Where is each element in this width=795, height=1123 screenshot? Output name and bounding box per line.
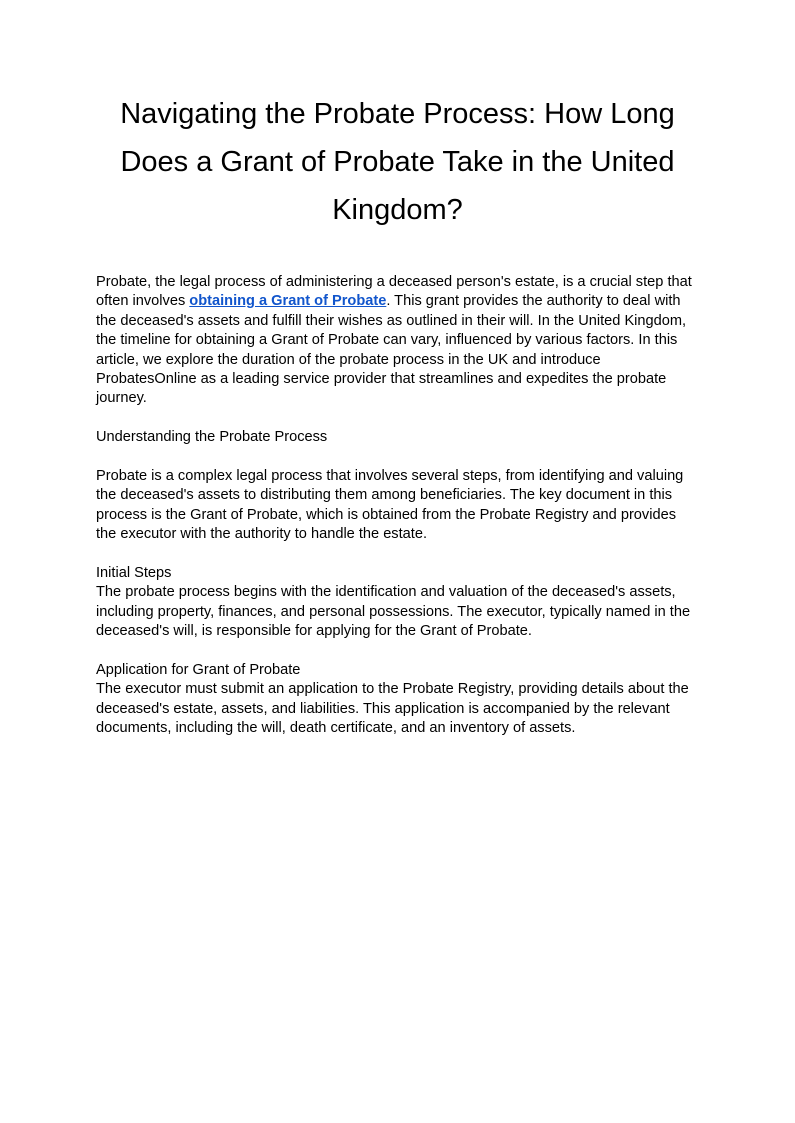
probate-grant-link[interactable]: obtaining a Grant of Probate	[189, 293, 387, 310]
intro-text-after-link: . This grant provides the authority to deal with the deceased's assets and fulfill their wishes as outlined in their will. In the United Kingdom, the timeline for obtaining a Grant of Probate can vary, influenced by various factors. In this article, we explore the duration of the probate process in the UK and introduce ProbatesOnline as a leading service provider that streamlines and expedites the probate journey.	[96, 293, 687, 407]
document-title: Navigating the Probate Process: How Long Does a Grant of Probate Take in the United Kingdom?	[120, 98, 675, 226]
section-body-understanding: Probate is a complex legal process that involves several steps, from identifying and valuing the deceased's assets to distributing them among beneficiaries. The key document in this process is the Grant of Probate, which is obtained from the Probate Registry and provides the executor with the authority to handle the estate.	[96, 468, 684, 543]
section-heading-initial-steps: Initial Steps	[96, 565, 172, 582]
section-heading-application: Application for Grant of Probate	[96, 662, 301, 679]
intro-text-before-link: Probate, the legal process of administering a deceased person's estate, is a crucial step that often involves	[96, 274, 692, 310]
section-body-application: The executor must submit an application to the Probate Registry, providing details about the deceased's estate, assets, and liabilities. This application is accompanied by the relevant documents, including the will, death certificate, and an inventory of assets.	[96, 681, 689, 737]
intro-paragraph	[96, 273, 699, 409]
section-heading-understanding: Understanding the Probate Process	[96, 429, 328, 446]
section-body-initial-steps: The probate process begins with the identification and valuation of the deceased's assets, including property, finances, and personal possessions. The executor, typically named in the deceased's will, is responsible for applying for the Grant of Probate.	[96, 584, 691, 640]
